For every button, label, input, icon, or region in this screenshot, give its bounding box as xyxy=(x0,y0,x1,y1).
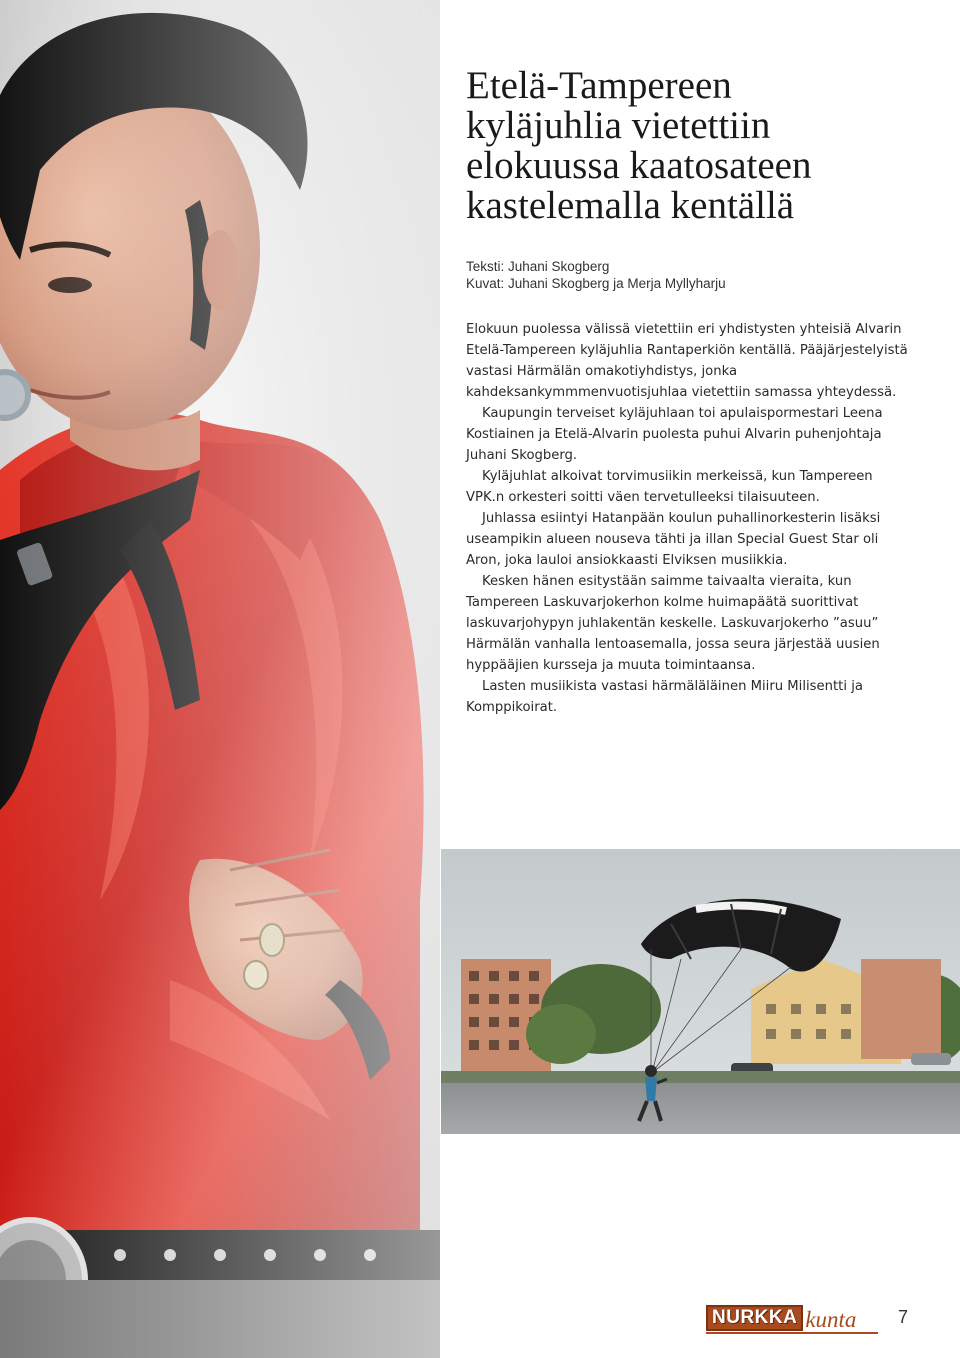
logo-underline xyxy=(706,1332,878,1334)
article-paragraph: Juhlassa esiintyi Hatanpään koulun puhallinorkesterin lisäksi useampikin alueen nouseva tähti ja illan Special Guest Star oli Aron, joka lauloi ansiokkaasti Elviksen musiikkia. xyxy=(466,511,881,568)
photo-credit: Kuvat: Juhani Skogberg ja Merja Myllyharju xyxy=(466,276,726,291)
parachute-landing-photo xyxy=(441,849,960,1134)
headline-line: elokuussa kaatosateen xyxy=(466,144,812,187)
singer-portrait-photo xyxy=(0,0,440,1358)
text-credit: Teksti: Juhani Skogberg xyxy=(466,259,610,274)
article-paragraph: Kesken hänen esitystään saimme taivaalta vieraita, kun Tampereen Laskuvarjokerhon kolme huimapäätä suorittivat laskuvarjohypyn juhlakentän keskelle. Laskuvarjokerho ”asuu” Härmälän vanhalla lentoasemalla, jossa seura järjestää uusien hyppääjien kursseja ja muuta toimintaansa. xyxy=(466,574,880,673)
headline-line: kastelemalla kentällä xyxy=(466,184,795,227)
article-paragraph: Lasten musiikista vastasi härmäläläinen Miiru Milisentti ja Komppikoirat. xyxy=(466,679,863,715)
article-headline xyxy=(466,66,936,226)
article-paragraph: Elokuun puolessa välissä vietettiin eri yhdistysten yhteisiä Alvarin Etelä-Tampereen kyläjuhlia Rantaperkiön kentällä. Pääjärjestelyistä vastasi Härmälän omakotiyhdistys, jonka kahdeksankymmmenvuotisjuhlaa vietettiin samassa yhteydessä. xyxy=(466,322,908,400)
singer-portrait-illustration xyxy=(0,0,440,1358)
parachute-landing-illustration xyxy=(441,849,960,1134)
page-number: 7 xyxy=(898,1307,909,1327)
logo-bold-part: NURKKA xyxy=(706,1305,803,1331)
article-paragraph: Kyläjuhlat alkoivat torvimusiikin merkeissä, kun Tampereen VPK.n orkesteri soitti väen tervetulleeksi tilaisuuteen. xyxy=(466,469,873,505)
logo-italic-part: kunta xyxy=(805,1307,857,1332)
article-paragraph: Kaupungin terveiset kyläjuhlaan toi apulaispormestari Leena Kostiainen ja Etelä-Alvarin puolesta puhui Alvarin puhenjohtaja Juhani Skogberg. xyxy=(466,406,883,463)
nurkkakunta-logo xyxy=(706,1305,856,1331)
headline-line: kyläjuhlia vietettiin xyxy=(466,104,771,147)
article-credits xyxy=(466,258,936,292)
headline-line: Etelä-Tampereen xyxy=(466,64,732,107)
article-body xyxy=(466,319,908,718)
